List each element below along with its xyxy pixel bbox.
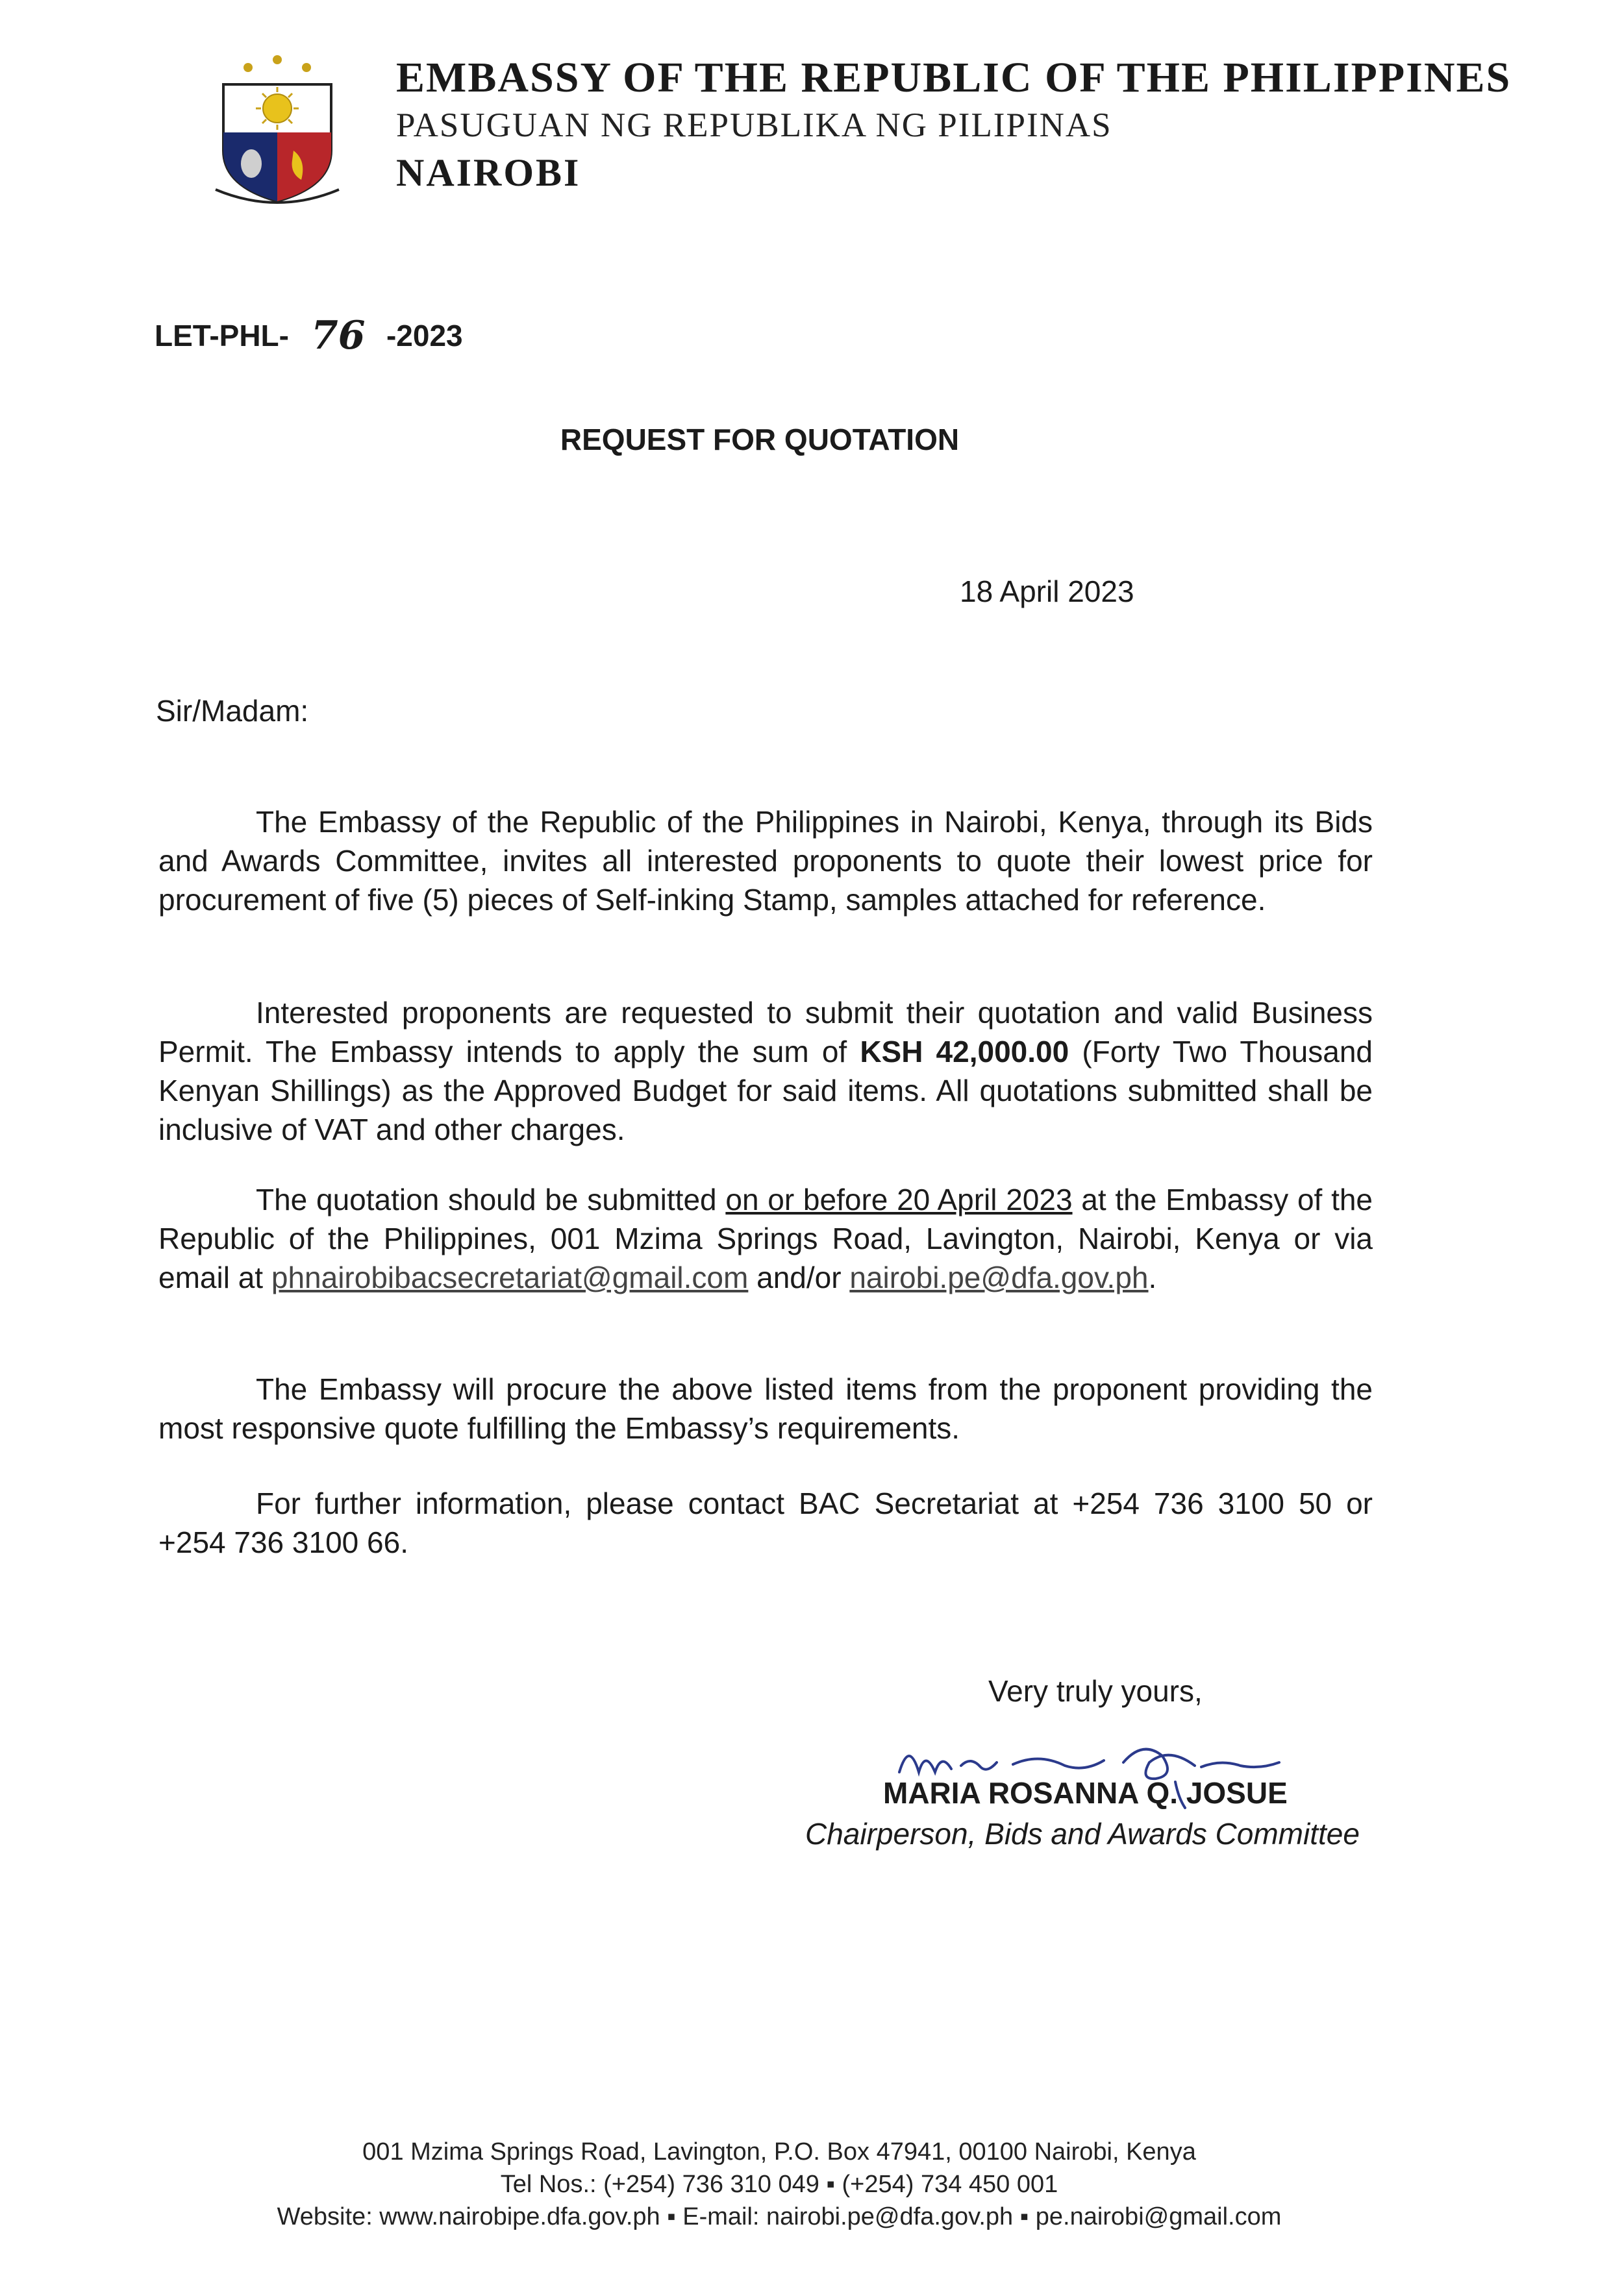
reference-number (155, 310, 463, 356)
paragraph-budget: Interested proponents are requested to submit their quotation and valid Business Permit. The Embassy intends to apply the sum of KSH 42,000.00 (Forty Two Thousand Kenyan Shillings) as the Approved Budget for said items. All quotations submitted shall be inclusive of VAT and other charges. (158, 996, 1373, 1146)
signatory-name: MARIA ROSANNA Q. JOSUE (883, 1776, 1288, 1810)
philippine-seal (209, 53, 345, 212)
footer-contact (0, 2136, 1558, 2233)
embassy-name: EMBASSY OF THE REPUBLIC OF THE PHILIPPINES (396, 54, 1512, 101)
budget-amount: KSH 42,000.00 (860, 1035, 1069, 1068)
embassy-city: NAIROBI (396, 151, 581, 194)
embassy-email-link[interactable]: nairobi.pe@dfa.gov.ph (849, 1261, 1149, 1294)
footer-web-email: Website: www.nairobipe.dfa.gov.ph ▪ E-mail: nairobi.pe@dfa.gov.ph ▪ pe.nairobi@gmail.com (277, 2203, 1282, 2230)
footer-address: 001 Mzima Springs Road, Lavington, P.O. Box 47941, 00100 Nairobi, Kenya (362, 2138, 1196, 2166)
salutation: Sir/Madam: (156, 694, 309, 728)
handwritten-number: 76 (310, 313, 366, 358)
deadline: on or before 20 April 2023 (725, 1183, 1073, 1216)
paragraph-procurement: The Embassy will procure the above listed items from the proponent providing the most responsive quote fulfilling the Embassy’s requirements. (158, 1372, 1373, 1445)
document-title: REQUEST FOR QUOTATION (560, 423, 960, 456)
paragraph-submission: The quotation should be submitted on or before 20 April 2023 at the Embassy of the Republic of the Philippines, 001 Mzima Springs Road, Lavington, Nairobi, Kenya or via email at phnairobibacsecretariat@gmail.com and/or nairobi.pe@dfa.gov.ph. (158, 1183, 1373, 1294)
letter-date: 18 April 2023 (960, 574, 1134, 608)
paragraph-invitation: The Embassy of the Republic of the Philippines in Nairobi, Kenya, through its Bids and Awards Committee, invites all interested proponents to quote their lowest price for procurement of five (5) pieces of Self-inking Stamp, samples attached for reference. (158, 805, 1373, 917)
signatory-role: Chairperson, Bids and Awards Committee (805, 1817, 1360, 1851)
reference-suffix: -2023 (386, 319, 463, 352)
footer-telephone: Tel Nos.: (+254) 736 310 049 ▪ (+254) 734 450 001 (500, 2171, 1058, 2198)
paragraph-contact: For further information, please contact BAC Secretariat at +254 736 3100 50 or +254 736 3100 66. (158, 1487, 1373, 1559)
embassy-name-filipino: PASUGUAN NG REPUBLIKA NG PILIPINAS (396, 106, 1112, 144)
reference-prefix: LET-PHL- (155, 319, 289, 352)
bac-email-link[interactable]: phnairobibacsecretariat@gmail.com (271, 1261, 749, 1294)
closing: Very truly yours, (988, 1674, 1203, 1708)
